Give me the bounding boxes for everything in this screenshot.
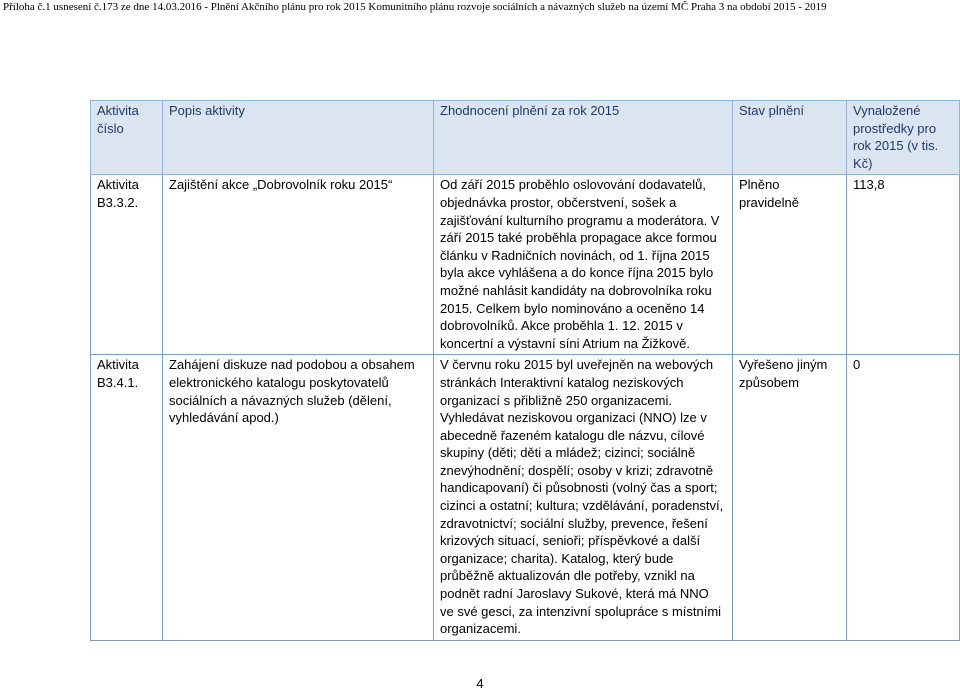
cell-status: Vyřešeno jiným způsobem (733, 355, 847, 641)
document-header-line: Příloha č.1 usnesení č.173 ze dne 14.03.2016 - Plnění Akčního plánu pro rok 2015 Komunitního plánu rozvoje sociálních a návazných služeb na území MČ Praha 3 na období 2015 - 2019 (3, 1, 827, 13)
cell-evaluation: Od září 2015 proběhlo oslovování dodavatelů, objednávka prostor, občerstvení, sošek a zajišťování kulturního programu a moderátora. V září 2015 také proběhla propagace akce formou článku v Radničních novinách, od 1. října 2015 byla akce vyhlášena a do konce října 2015 bylo možné nahlásit kandidáty na dobrovolníka roku 2015. Celkem bylo nominováno a oceněno 14 dobrovolníků. Akce proběhla 1. 12. 2015 v koncertní a výstavní síni Atrium na Žižkově. (434, 175, 733, 355)
cell-expenses: 113,8 (847, 175, 960, 355)
cell-description: Zajištění akce „Dobrovolník roku 2015“ (163, 175, 434, 355)
cell-evaluation: V červnu roku 2015 byl uveřejněn na webových stránkách Interaktivní katalog neziskových organizací s přibližně 250 organizacemi. Vyhledávat neziskovou organizaci (NNO) lze v abecedně řazeném katalogu dle názvu, cílové skupiny (děti; děti a mládež; cizinci; sociálně znevýhodnění; dospělí; osoby v krizi; zdravotně handicapovaní) či působnosti (volný čas a sport; cizinci a ostatní; kultura; vzdělávání, poradenství, zdravotnictví; sociální služby, prevence, řešení krizových situací, senioři; příspěvkové a další organizace; charita). Katalog, který bude průběžně aktualizován dle potřeby, vznikl na podnět radní Jaroslavy Sukové, která má NNO ve své gesci, za intenzivní spolupráce s místními organizacemi. (434, 355, 733, 641)
cell-activity-number: Aktivita B3.3.2. (91, 175, 163, 355)
table-row (91, 175, 960, 355)
table-row (91, 355, 960, 641)
page-number: 4 (476, 676, 484, 691)
header-expenses: Vynaložené prostředky pro rok 2015 (v tis. Kč) (847, 101, 960, 175)
header-description: Popis aktivity (163, 101, 434, 175)
cell-status: Plněno pravidelně (733, 175, 847, 355)
table-header-row (91, 101, 960, 175)
cell-activity-number: Aktivita B3.4.1. (91, 355, 163, 641)
activity-table (90, 100, 960, 641)
header-evaluation: Zhodnocení plnění za rok 2015 (434, 101, 733, 175)
cell-expenses: 0 (847, 355, 960, 641)
header-status: Stav plnění (733, 101, 847, 175)
header-activity-number: Aktivita číslo (91, 101, 163, 175)
cell-description: Zahájení diskuze nad podobou a obsahem elektronického katalogu poskytovatelů sociálních a návazných služeb (dělení, vyhledávání apod.) (163, 355, 434, 641)
